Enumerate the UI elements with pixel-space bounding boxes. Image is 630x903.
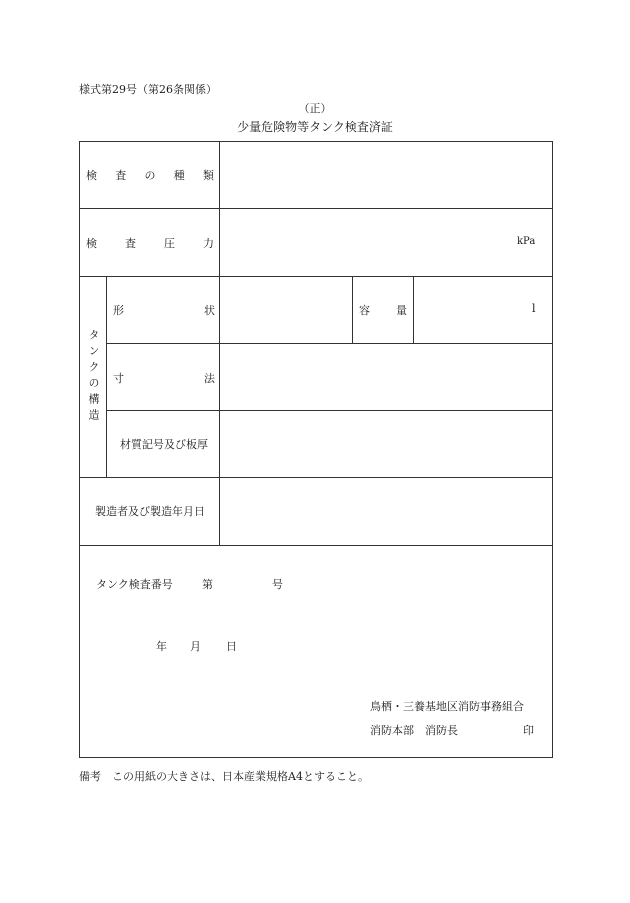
shape-label: 形 状 bbox=[113, 304, 215, 317]
date-year: 年 bbox=[156, 640, 167, 653]
column-divider bbox=[413, 276, 414, 343]
seal-mark: 印 bbox=[523, 724, 534, 737]
row-divider bbox=[80, 545, 552, 546]
issuer-organization: 鳥栖・三養基地区消防事務組合 bbox=[370, 700, 524, 713]
document-title: 少量危険物等タンク検査済証 bbox=[237, 120, 393, 134]
tank-structure-label: タンクの構造 bbox=[87, 329, 100, 425]
issuer-department: 消防本部 消防長 bbox=[370, 724, 458, 737]
number-suffix: 号 bbox=[272, 578, 283, 591]
row-divider bbox=[80, 276, 552, 277]
row-divider bbox=[80, 208, 552, 209]
date-day: 日 bbox=[226, 640, 237, 653]
remarks-note: 備考 この用紙の大きさは、日本産業規格A4とすること。 bbox=[79, 770, 369, 783]
capacity-unit: l bbox=[532, 302, 536, 315]
column-divider bbox=[219, 142, 220, 545]
column-divider bbox=[106, 276, 107, 477]
row-divider bbox=[106, 343, 552, 344]
inspection-form-table bbox=[79, 141, 553, 758]
row-divider bbox=[80, 477, 552, 478]
manufacturer-date-label: 製造者及び製造年月日 bbox=[95, 505, 205, 518]
pressure-unit: kPa bbox=[517, 236, 536, 247]
copy-mark: （正） bbox=[298, 102, 332, 115]
inspection-type-label: 検 査 の 種 類 bbox=[86, 169, 214, 182]
capacity-label: 容 量 bbox=[359, 304, 407, 317]
dimension-label: 寸 法 bbox=[113, 372, 215, 385]
row-divider bbox=[106, 410, 552, 411]
material-thickness-label: 材質記号及び板厚 bbox=[120, 438, 208, 451]
inspection-pressure-label: 検 査 圧 力 bbox=[86, 237, 214, 250]
tank-inspection-number-label: タンク検査番号 bbox=[96, 578, 173, 591]
date-month: 月 bbox=[190, 640, 201, 653]
form-number: 様式第29号（第26条関係） bbox=[79, 83, 217, 96]
number-prefix: 第 bbox=[202, 578, 213, 591]
column-divider bbox=[352, 276, 353, 343]
